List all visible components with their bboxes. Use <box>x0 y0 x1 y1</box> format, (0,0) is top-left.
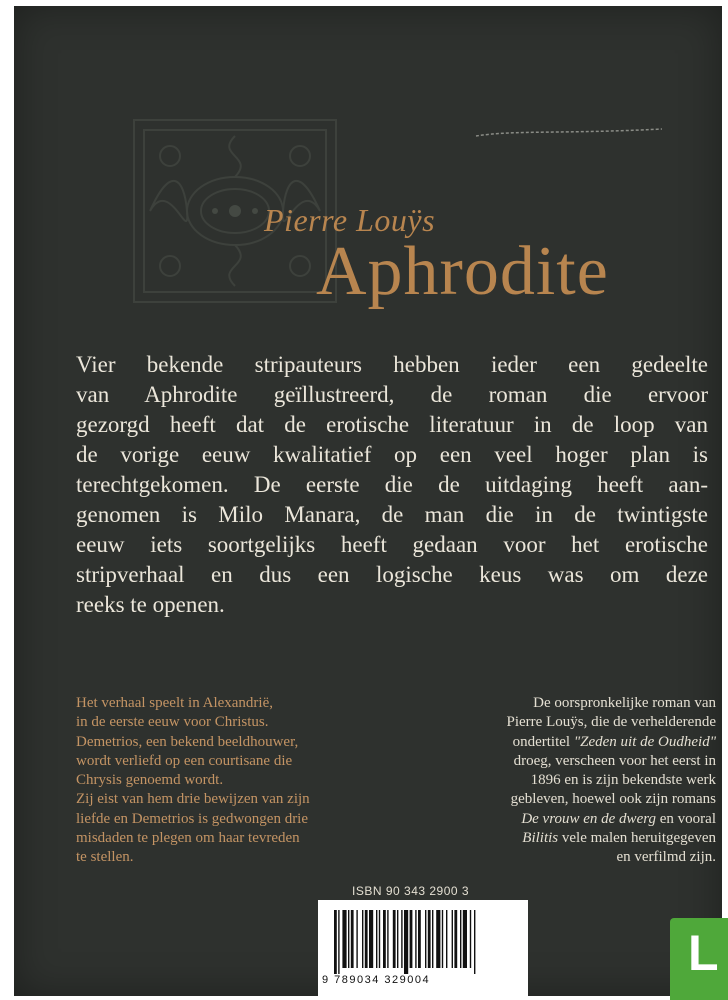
barcode-bar <box>379 910 380 968</box>
novel-info-line: Pierre Louÿs, die de verhelderende <box>506 714 716 731</box>
barcode-bar <box>418 910 421 968</box>
barcode-bar <box>432 910 433 968</box>
intro-line: genomen is Milo Manara, de man die in de twintigste <box>76 502 708 527</box>
novel-info-line <box>436 829 716 848</box>
synopsis-line: Chrysis genoemd wordt. <box>76 772 224 789</box>
intro-line: reeks te openen. <box>76 592 225 617</box>
barcode-bar <box>393 910 396 968</box>
barcode-number: 9 789034 329004 <box>322 974 431 986</box>
synopsis-line: Het verhaal speelt in Alexandrië, <box>76 695 274 711</box>
novel-info-line <box>436 810 716 829</box>
synopsis-line: liefde en Demetrios is gedwongen drie <box>76 810 309 827</box>
sticker-logo: L <box>688 925 719 981</box>
barcode-bar <box>338 910 339 974</box>
novel-info-line: 1896 en is zijn bekendste werk <box>530 772 716 789</box>
barcode-bar <box>356 910 357 968</box>
novel-info-line <box>436 733 716 752</box>
novel-info-text: vele malen heruitgegeven <box>558 830 716 847</box>
intro-line: de vorige eeuw kwalitatief op een veel hoger plan is <box>76 442 708 467</box>
intro-line: eeuw iets soortgelijks heeft gedaan voor het erotische <box>76 532 708 557</box>
barcode-bar <box>376 910 377 968</box>
barcode-bar <box>442 910 443 968</box>
synopsis-line: misdaden te plegen om haar tevreden <box>76 830 300 847</box>
book-title: Aphrodite <box>316 233 609 310</box>
novel-info-line: droeg, verscheen voor het eerst in <box>513 752 716 769</box>
barcode-bar <box>369 910 373 968</box>
novel-title-emphasis: De vrouw en de dwerg <box>521 810 657 827</box>
intro-line: stripverhaal en dus een logische keus was om deze <box>76 562 708 587</box>
barcode-bar <box>428 910 431 968</box>
barcode-bar <box>446 910 447 968</box>
barcode-bar <box>401 910 402 968</box>
barcode-bar <box>348 910 349 968</box>
barcode-bar <box>460 910 461 968</box>
barcode-bar <box>334 910 337 974</box>
barcode-bar <box>452 910 453 968</box>
barcode-bar <box>463 910 467 968</box>
novel-info-text: en vooral <box>656 810 716 827</box>
barcode-bar <box>454 910 457 968</box>
barcode-bar <box>383 910 386 968</box>
synopsis-line: Demetrios, een bekend beeldhouwer, <box>76 733 299 750</box>
intro-line: terechtgekomen. De eerste die de uitdaging heeft aan- <box>76 472 708 497</box>
novel-info-line: De oorspronkelijke roman van <box>533 695 716 711</box>
novel-info-text: ondertitel <box>512 733 574 750</box>
barcode-bar <box>397 910 398 968</box>
barcode-bar <box>425 910 426 968</box>
synopsis-column <box>76 694 348 868</box>
novel-info-line: en verfilmd zijn. <box>616 849 716 866</box>
intro-line: Vier bekende stripauteurs hebben ieder een gedeelte <box>76 352 708 377</box>
intro-line: gezorgd heeft dat de erotische literatuur in de loop van <box>76 412 708 437</box>
intro-paragraph <box>76 350 708 620</box>
novel-info-column <box>436 694 716 868</box>
barcode-bar <box>415 910 416 968</box>
barcode-bar <box>351 910 354 968</box>
barcode-bar <box>342 910 346 968</box>
synopsis-line: in de eerste eeuw voor Christus. <box>76 714 269 731</box>
novel-title-emphasis: Bilitis <box>522 830 559 847</box>
barcode-bar <box>436 910 440 968</box>
book-back-cover <box>14 6 722 996</box>
synopsis-line: te stellen. <box>76 849 134 866</box>
barcode-bar <box>474 910 475 974</box>
barcode-bar <box>362 910 363 968</box>
scratch-mark <box>474 126 664 140</box>
barcode-bars <box>332 910 514 974</box>
barcode-bar <box>404 910 408 974</box>
barcode-bar <box>365 910 368 968</box>
author-name: Pierre Louÿs <box>264 202 436 238</box>
barcode-bar <box>387 910 388 968</box>
barcode-bar <box>470 910 471 968</box>
barcode-bar <box>410 910 413 968</box>
intro-line: van Aphrodite geïllustreerd, de roman die ervoor <box>76 382 708 407</box>
synopsis-line: wordt verliefd op een courtisane die <box>76 752 293 769</box>
novel-info-line: gebleven, hoewel ook zijn romans <box>510 791 716 808</box>
isbn-label: ISBN 90 343 2900 3 <box>352 884 470 898</box>
barcode <box>318 900 528 1000</box>
subtitle-emphasis: "Zeden uit de Oudheid" <box>573 733 716 750</box>
synopsis-line: Zij eist van hem drie bewijzen van zijn <box>76 791 310 808</box>
library-sticker <box>670 918 728 1000</box>
